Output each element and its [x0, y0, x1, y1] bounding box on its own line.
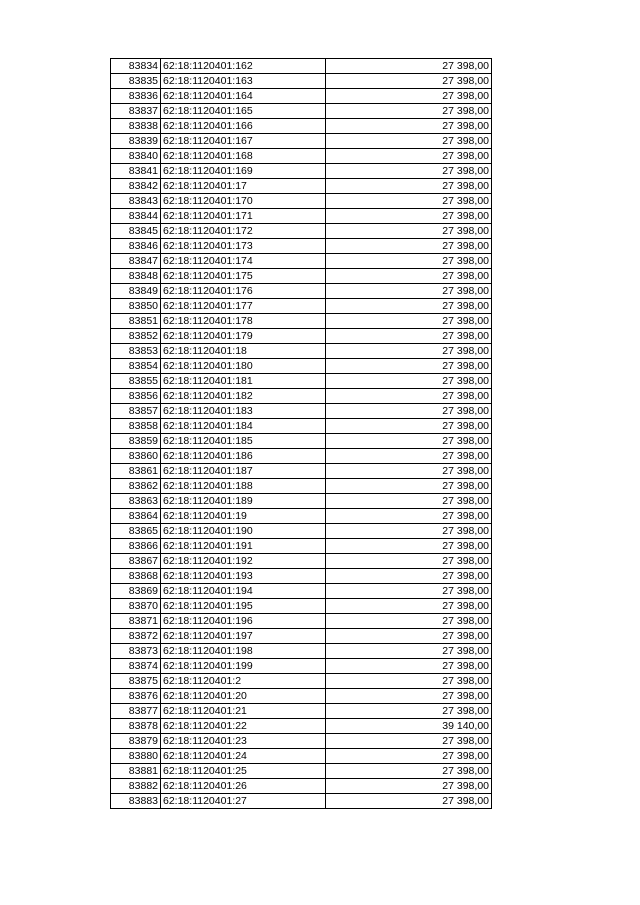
row-number-cell: 83845	[111, 224, 161, 239]
row-number-cell: 83864	[111, 509, 161, 524]
cadastral-value-cell: 27 398,00	[326, 509, 492, 524]
cadastral-number-cell: 62:18:1120401:163	[161, 74, 326, 89]
table-row	[111, 404, 492, 419]
row-number-cell: 83883	[111, 794, 161, 809]
cadastral-number-cell: 62:18:1120401:166	[161, 119, 326, 134]
cadastral-number-cell: 62:18:1120401:190	[161, 524, 326, 539]
cadastral-number-cell: 62:18:1120401:192	[161, 554, 326, 569]
cadastral-number-cell: 62:18:1120401:178	[161, 314, 326, 329]
cadastral-number-cell: 62:18:1120401:196	[161, 614, 326, 629]
row-number-cell: 83841	[111, 164, 161, 179]
cadastral-value-cell: 27 398,00	[326, 194, 492, 209]
row-number-cell: 83872	[111, 629, 161, 644]
cadastral-value-cell: 27 398,00	[326, 299, 492, 314]
cadastral-value-cell: 27 398,00	[326, 449, 492, 464]
row-number-cell: 83853	[111, 344, 161, 359]
cadastral-number-cell: 62:18:1120401:25	[161, 764, 326, 779]
table-row	[111, 494, 492, 509]
cadastral-number-cell: 62:18:1120401:2	[161, 674, 326, 689]
row-number-cell: 83873	[111, 644, 161, 659]
table-row	[111, 119, 492, 134]
cadastral-value-cell: 27 398,00	[326, 749, 492, 764]
table-row	[111, 659, 492, 674]
cadastral-number-cell: 62:18:1120401:168	[161, 149, 326, 164]
cadastral-number-cell: 62:18:1120401:188	[161, 479, 326, 494]
cadastral-value-cell: 27 398,00	[326, 104, 492, 119]
table-row	[111, 629, 492, 644]
cadastral-value-cell: 27 398,00	[326, 149, 492, 164]
cadastral-number-cell: 62:18:1120401:22	[161, 719, 326, 734]
cadastral-number-cell: 62:18:1120401:185	[161, 434, 326, 449]
cadastral-number-cell: 62:18:1120401:199	[161, 659, 326, 674]
cadastral-value-cell: 27 398,00	[326, 89, 492, 104]
row-number-cell: 83842	[111, 179, 161, 194]
table-row	[111, 194, 492, 209]
cadastral-value-cell: 27 398,00	[326, 374, 492, 389]
row-number-cell: 83848	[111, 269, 161, 284]
cadastral-number-cell: 62:18:1120401:21	[161, 704, 326, 719]
row-number-cell: 83849	[111, 284, 161, 299]
cadastral-number-cell: 62:18:1120401:191	[161, 539, 326, 554]
cadastral-value-cell: 27 398,00	[326, 644, 492, 659]
row-number-cell: 83839	[111, 134, 161, 149]
cadastral-number-cell: 62:18:1120401:177	[161, 299, 326, 314]
row-number-cell: 83846	[111, 239, 161, 254]
cadastral-value-cell: 27 398,00	[326, 359, 492, 374]
row-number-cell: 83852	[111, 329, 161, 344]
row-number-cell: 83874	[111, 659, 161, 674]
table-row	[111, 464, 492, 479]
row-number-cell: 83863	[111, 494, 161, 509]
row-number-cell: 83854	[111, 359, 161, 374]
table-row	[111, 719, 492, 734]
cadastral-value-cell: 27 398,00	[326, 464, 492, 479]
row-number-cell: 83878	[111, 719, 161, 734]
cadastral-number-cell: 62:18:1120401:172	[161, 224, 326, 239]
table-row	[111, 554, 492, 569]
table-row	[111, 599, 492, 614]
cadastral-value-cell: 27 398,00	[326, 254, 492, 269]
table-row	[111, 419, 492, 434]
table-row	[111, 149, 492, 164]
cadastral-number-cell: 62:18:1120401:198	[161, 644, 326, 659]
cadastral-value-cell: 27 398,00	[326, 614, 492, 629]
table-row	[111, 584, 492, 599]
cadastral-number-cell: 62:18:1120401:165	[161, 104, 326, 119]
row-number-cell: 83881	[111, 764, 161, 779]
row-number-cell: 83837	[111, 104, 161, 119]
cadastral-value-cell: 27 398,00	[326, 224, 492, 239]
cadastral-value-cell: 27 398,00	[326, 794, 492, 809]
cadastral-number-cell: 62:18:1120401:27	[161, 794, 326, 809]
row-number-cell: 83858	[111, 419, 161, 434]
table-row	[111, 374, 492, 389]
cadastral-value-cell: 27 398,00	[326, 569, 492, 584]
row-number-cell: 83866	[111, 539, 161, 554]
row-number-cell: 83835	[111, 74, 161, 89]
cadastral-value-table	[110, 58, 492, 809]
cadastral-number-cell: 62:18:1120401:184	[161, 419, 326, 434]
cadastral-value-cell: 27 398,00	[326, 269, 492, 284]
row-number-cell: 83879	[111, 734, 161, 749]
cadastral-value-cell: 27 398,00	[326, 674, 492, 689]
row-number-cell: 83850	[111, 299, 161, 314]
cadastral-value-cell: 27 398,00	[326, 419, 492, 434]
cadastral-number-cell: 62:18:1120401:169	[161, 164, 326, 179]
table-row	[111, 644, 492, 659]
cadastral-number-cell: 62:18:1120401:24	[161, 749, 326, 764]
table-row	[111, 209, 492, 224]
row-number-cell: 83861	[111, 464, 161, 479]
table-row	[111, 224, 492, 239]
table-row	[111, 539, 492, 554]
cadastral-value-cell: 27 398,00	[326, 404, 492, 419]
row-number-cell: 83877	[111, 704, 161, 719]
row-number-cell: 83869	[111, 584, 161, 599]
cadastral-number-cell: 62:18:1120401:186	[161, 449, 326, 464]
table-row	[111, 449, 492, 464]
cadastral-number-cell: 62:18:1120401:162	[161, 59, 326, 74]
table-row	[111, 569, 492, 584]
table-row	[111, 524, 492, 539]
table-row	[111, 764, 492, 779]
cadastral-value-cell: 27 398,00	[326, 554, 492, 569]
row-number-cell: 83880	[111, 749, 161, 764]
cadastral-value-cell: 27 398,00	[326, 629, 492, 644]
cadastral-value-cell: 27 398,00	[326, 599, 492, 614]
table-row	[111, 479, 492, 494]
cadastral-number-cell: 62:18:1120401:171	[161, 209, 326, 224]
cadastral-number-cell: 62:18:1120401:18	[161, 344, 326, 359]
row-number-cell: 83867	[111, 554, 161, 569]
cadastral-value-cell: 27 398,00	[326, 734, 492, 749]
cadastral-value-cell: 27 398,00	[326, 764, 492, 779]
table-row	[111, 794, 492, 809]
cadastral-number-cell: 62:18:1120401:17	[161, 179, 326, 194]
cadastral-number-cell: 62:18:1120401:193	[161, 569, 326, 584]
table-row	[111, 749, 492, 764]
cadastral-number-cell: 62:18:1120401:174	[161, 254, 326, 269]
row-number-cell: 83838	[111, 119, 161, 134]
cadastral-number-cell: 62:18:1120401:23	[161, 734, 326, 749]
table-body	[111, 59, 492, 809]
cadastral-value-cell: 27 398,00	[326, 209, 492, 224]
row-number-cell: 83882	[111, 779, 161, 794]
table-row	[111, 779, 492, 794]
table-row	[111, 389, 492, 404]
cadastral-number-cell: 62:18:1120401:173	[161, 239, 326, 254]
cadastral-number-cell: 62:18:1120401:20	[161, 689, 326, 704]
table-row	[111, 239, 492, 254]
table-row	[111, 734, 492, 749]
table-row	[111, 164, 492, 179]
cadastral-value-cell: 27 398,00	[326, 164, 492, 179]
cadastral-value-cell: 27 398,00	[326, 389, 492, 404]
cadastral-number-cell: 62:18:1120401:194	[161, 584, 326, 599]
table-row	[111, 89, 492, 104]
row-number-cell: 83860	[111, 449, 161, 464]
table-row	[111, 134, 492, 149]
cadastral-number-cell: 62:18:1120401:176	[161, 284, 326, 299]
row-number-cell: 83843	[111, 194, 161, 209]
table-row	[111, 674, 492, 689]
cadastral-value-cell: 27 398,00	[326, 539, 492, 554]
cadastral-value-cell: 27 398,00	[326, 494, 492, 509]
row-number-cell: 83875	[111, 674, 161, 689]
table-row	[111, 284, 492, 299]
row-number-cell: 83870	[111, 599, 161, 614]
table-row	[111, 434, 492, 449]
row-number-cell: 83857	[111, 404, 161, 419]
cadastral-value-cell: 27 398,00	[326, 134, 492, 149]
cadastral-value-cell: 27 398,00	[326, 59, 492, 74]
row-number-cell: 83844	[111, 209, 161, 224]
cadastral-number-cell: 62:18:1120401:189	[161, 494, 326, 509]
row-number-cell: 83865	[111, 524, 161, 539]
table-row	[111, 614, 492, 629]
table-row	[111, 314, 492, 329]
table-row	[111, 59, 492, 74]
cadastral-number-cell: 62:18:1120401:180	[161, 359, 326, 374]
cadastral-value-cell: 27 398,00	[326, 344, 492, 359]
table-row	[111, 299, 492, 314]
cadastral-value-cell: 27 398,00	[326, 434, 492, 449]
cadastral-number-cell: 62:18:1120401:26	[161, 779, 326, 794]
cadastral-value-cell: 27 398,00	[326, 74, 492, 89]
table-row	[111, 254, 492, 269]
cadastral-number-cell: 62:18:1120401:197	[161, 629, 326, 644]
table-row	[111, 179, 492, 194]
cadastral-value-cell: 27 398,00	[326, 329, 492, 344]
cadastral-number-cell: 62:18:1120401:167	[161, 134, 326, 149]
row-number-cell: 83847	[111, 254, 161, 269]
cadastral-number-cell: 62:18:1120401:181	[161, 374, 326, 389]
row-number-cell: 83868	[111, 569, 161, 584]
table-row	[111, 689, 492, 704]
row-number-cell: 83851	[111, 314, 161, 329]
cadastral-value-cell: 27 398,00	[326, 119, 492, 134]
cadastral-value-cell: 27 398,00	[326, 659, 492, 674]
cadastral-value-cell: 27 398,00	[326, 704, 492, 719]
cadastral-value-cell: 27 398,00	[326, 239, 492, 254]
row-number-cell: 83859	[111, 434, 161, 449]
cadastral-number-cell: 62:18:1120401:170	[161, 194, 326, 209]
cadastral-value-cell: 27 398,00	[326, 584, 492, 599]
table-row	[111, 359, 492, 374]
cadastral-number-cell: 62:18:1120401:183	[161, 404, 326, 419]
cadastral-number-cell: 62:18:1120401:182	[161, 389, 326, 404]
cadastral-value-cell: 27 398,00	[326, 179, 492, 194]
row-number-cell: 83840	[111, 149, 161, 164]
cadastral-number-cell: 62:18:1120401:195	[161, 599, 326, 614]
table-row	[111, 704, 492, 719]
cadastral-value-cell: 27 398,00	[326, 479, 492, 494]
table-row	[111, 104, 492, 119]
row-number-cell: 83862	[111, 479, 161, 494]
cadastral-value-cell: 39 140,00	[326, 719, 492, 734]
row-number-cell: 83856	[111, 389, 161, 404]
cadastral-value-cell: 27 398,00	[326, 779, 492, 794]
cadastral-value-cell: 27 398,00	[326, 314, 492, 329]
row-number-cell: 83855	[111, 374, 161, 389]
cadastral-value-cell: 27 398,00	[326, 524, 492, 539]
table-row	[111, 269, 492, 284]
row-number-cell: 83836	[111, 89, 161, 104]
row-number-cell: 83834	[111, 59, 161, 74]
table-row	[111, 509, 492, 524]
table-row	[111, 74, 492, 89]
cadastral-number-cell: 62:18:1120401:19	[161, 509, 326, 524]
row-number-cell: 83871	[111, 614, 161, 629]
cadastral-number-cell: 62:18:1120401:179	[161, 329, 326, 344]
row-number-cell: 83876	[111, 689, 161, 704]
cadastral-number-cell: 62:18:1120401:175	[161, 269, 326, 284]
table-row	[111, 329, 492, 344]
table-row	[111, 344, 492, 359]
cadastral-number-cell: 62:18:1120401:187	[161, 464, 326, 479]
cadastral-value-cell: 27 398,00	[326, 689, 492, 704]
cadastral-value-cell: 27 398,00	[326, 284, 492, 299]
cadastral-number-cell: 62:18:1120401:164	[161, 89, 326, 104]
